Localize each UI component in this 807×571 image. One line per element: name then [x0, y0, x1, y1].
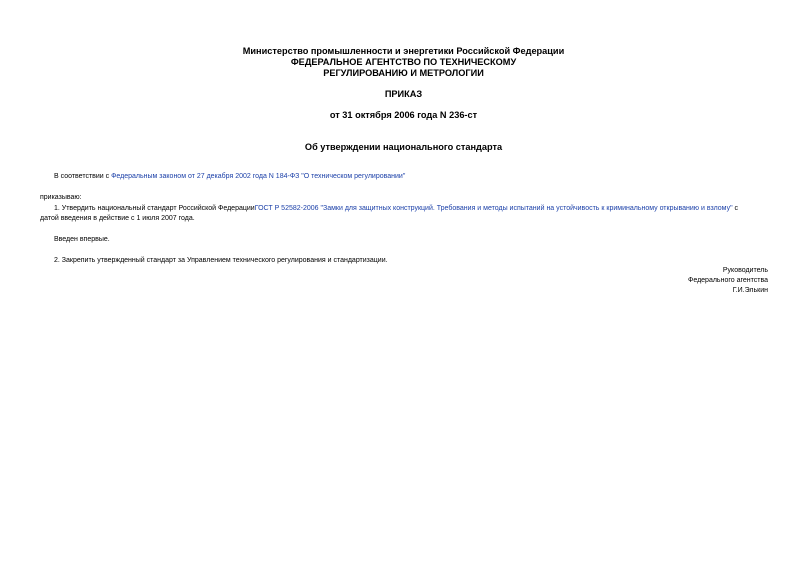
- item1-line2: датой введения в действие с 1 июля 2007 года.: [40, 215, 195, 222]
- gost-standard-link[interactable]: ГОСТ Р 52582-2006 "Замки для защитных конструкций. Требования и методы испытаний на устойчивость к криминальному открыванию и взлому": [254, 205, 733, 212]
- item1-line1: [54, 204, 738, 213]
- federal-law-link[interactable]: Федеральным законом от 27 декабря 2002 года N 184-ФЗ "О техническом регулировании": [111, 173, 406, 180]
- agency-title-line2: РЕГУЛИРОВАНИЮ И МЕТРОЛОГИИ: [323, 68, 484, 78]
- item2: 2. Закрепить утвержденный стандарт за Управлением технического регулирования и стандартизации.: [54, 257, 388, 264]
- agency-title-line1: ФЕДЕРАЛЬНОЕ АГЕНТСТВО ПО ТЕХНИЧЕСКОМУ: [290, 57, 517, 67]
- document-subject: Об утверждении национального стандарта: [304, 142, 503, 152]
- order-word: приказываю:: [40, 194, 82, 201]
- signature-name: Г.И.Элькин: [732, 287, 768, 294]
- signature-org: Федерального агентства: [688, 277, 768, 284]
- preamble: [54, 172, 405, 181]
- preamble-prefix: В соответствии с: [54, 173, 112, 180]
- document-type: ПРИКАЗ: [384, 89, 423, 99]
- document-date: от 31 октября 2006 года N 236-ст: [329, 110, 478, 120]
- introduced-note: Введен впервые.: [54, 236, 110, 243]
- ministry-title: Министерство промышленности и энергетики Российской Федерации: [242, 46, 565, 56]
- item1-suffix: с: [732, 205, 739, 212]
- item1-prefix: 1. Утвердить национальный стандарт Российской Федерации: [54, 205, 255, 212]
- signature-title: Руководитель: [722, 267, 768, 274]
